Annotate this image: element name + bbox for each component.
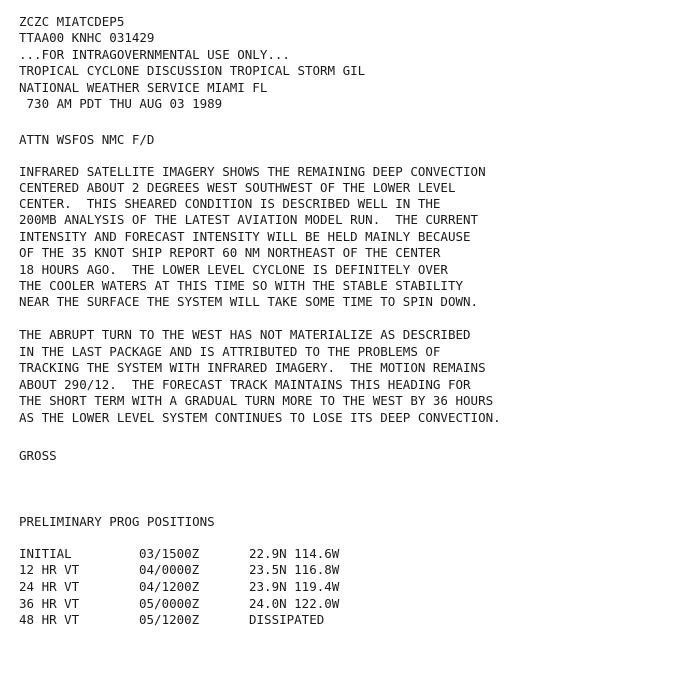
header-line-office: NATIONAL WEATHER SERVICE MIAMI FL bbox=[19, 80, 268, 95]
prog-time: 04/1200Z bbox=[139, 579, 200, 594]
prog-row bbox=[19, 546, 419, 563]
forecaster-signature: GROSS bbox=[19, 448, 57, 463]
paragraph-2-line: AS THE LOWER LEVEL SYSTEM CONTINUES TO LOSE ITS DEEP CONVECTION. bbox=[19, 410, 501, 425]
paragraph-1-line: NEAR THE SURFACE THE SYSTEM WILL TAKE SOME TIME TO SPIN DOWN. bbox=[19, 294, 479, 309]
prog-label: 24 HR VT bbox=[19, 579, 80, 594]
prog-position: 23.9N 119.4W bbox=[249, 579, 340, 594]
prog-time: 05/1200Z bbox=[139, 612, 200, 627]
header-line-wmo-id: ZCZC MIATCDEP5 bbox=[19, 14, 125, 29]
paragraph-1-line: 200MB ANALYSIS OF THE LATEST AVIATION MODEL RUN. THE CURRENT bbox=[19, 212, 479, 227]
paragraph-1-line: CENTERED ABOUT 2 DEGREES WEST SOUTHWEST OF THE LOWER LEVEL bbox=[19, 180, 456, 195]
prog-label: 36 HR VT bbox=[19, 596, 80, 611]
prog-positions-title: PRELIMINARY PROG POSITIONS bbox=[19, 514, 215, 529]
prog-position: 24.0N 122.0W bbox=[249, 596, 340, 611]
paragraph-2-line: THE SHORT TERM WITH A GRADUAL TURN MORE TO THE WEST BY 36 HOURS bbox=[19, 393, 494, 408]
prog-time: 04/0000Z bbox=[139, 562, 200, 577]
prog-row bbox=[19, 596, 419, 613]
paragraph-1-line: THE COOLER WATERS AT THIS TIME SO WITH THE STABLE STABILITY bbox=[19, 278, 464, 293]
paragraph-1-line: 18 HOURS AGO. THE LOWER LEVEL CYCLONE IS DEFINITELY OVER bbox=[19, 262, 448, 277]
paragraph-1-line: INFRARED SATELLITE IMAGERY SHOWS THE REMAINING DEEP CONVECTION bbox=[19, 164, 486, 179]
prog-time: 05/0000Z bbox=[139, 596, 200, 611]
header-line-issue-time: 730 AM PDT THU AUG 03 1989 bbox=[19, 96, 223, 111]
prog-label: 48 HR VT bbox=[19, 612, 80, 627]
header-line-station: TTAA00 KNHC 031429 bbox=[19, 30, 155, 45]
paragraph-2-line: IN THE LAST PACKAGE AND IS ATTRIBUTED TO THE PROBLEMS OF bbox=[19, 344, 441, 359]
prog-label: INITIAL bbox=[19, 546, 72, 561]
prog-position: DISSIPATED bbox=[249, 612, 325, 627]
paragraph-2-line: THE ABRUPT TURN TO THE WEST HAS NOT MATERIALIZE AS DESCRIBED bbox=[19, 327, 471, 342]
prog-time: 03/1500Z bbox=[139, 546, 200, 561]
prog-position: 22.9N 114.6W bbox=[249, 546, 340, 561]
prog-row bbox=[19, 562, 419, 579]
header-line-restriction: ...FOR INTRAGOVERNMENTAL USE ONLY... bbox=[19, 47, 290, 62]
header-line-title: TROPICAL CYCLONE DISCUSSION TROPICAL STORM GIL bbox=[19, 63, 366, 78]
paragraph-2-line: TRACKING THE SYSTEM WITH INFRARED IMAGERY. THE MOTION REMAINS bbox=[19, 360, 486, 375]
paragraph-1-line: OF THE 35 KNOT SHIP REPORT 60 NM NORTHEAST OF THE CENTER bbox=[19, 245, 441, 260]
prog-row bbox=[19, 612, 419, 629]
paragraph-1-line: INTENSITY AND FORECAST INTENSITY WILL BE HELD MAINLY BECAUSE bbox=[19, 229, 471, 244]
prog-position: 23.5N 116.8W bbox=[249, 562, 340, 577]
prog-row bbox=[19, 579, 419, 596]
attn-line: ATTN WSFOS NMC F/D bbox=[19, 132, 155, 147]
prog-label: 12 HR VT bbox=[19, 562, 80, 577]
paragraph-2-line: ABOUT 290/12. THE FORECAST TRACK MAINTAINS THIS HEADING FOR bbox=[19, 377, 471, 392]
paragraph-1-line: CENTER. THIS SHEARED CONDITION IS DESCRIBED WELL IN THE bbox=[19, 196, 441, 211]
